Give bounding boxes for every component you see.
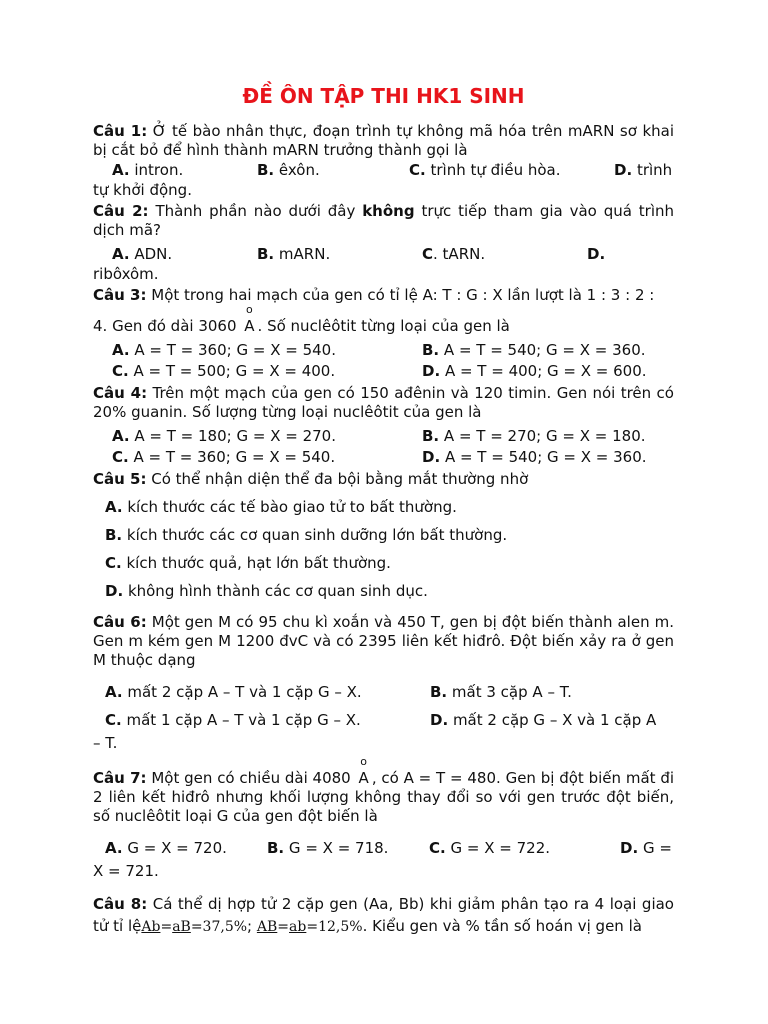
question-7 (93, 755, 675, 826)
question-4 (93, 384, 674, 422)
option-c: C. A = T = 360; G = X = 540. (112, 448, 336, 466)
option-wrap: tự khởi động. (93, 181, 192, 199)
question-label: Câu 5: (93, 470, 147, 488)
question-2 (93, 202, 674, 240)
question-text: Trên một mạch của gen có 150 ađênin và 120 timin. Gen nói trên có 20% guanin. Số lượng từng loại nuclêôtit của gen là (93, 384, 674, 421)
question-label: Câu 3: (93, 286, 147, 304)
option-d: D. trình (614, 161, 673, 179)
options-row (93, 447, 674, 468)
option-a: A. kích thước các tế bào giao tử to bất thường. (105, 498, 457, 516)
question-label: Câu 7: (93, 769, 147, 787)
option-b: B. mất 3 cặp A – T. (430, 683, 572, 701)
option-b: B. mARN. (257, 245, 331, 263)
question-text: , có A = T = 480. Gen bị đột biến mất đi 2 liên kết hiđrô nhưng khối lượng không thay đổi so với gen trước đột biến, số nuclêôtit loại G của gen đột biến là (93, 769, 675, 825)
option-d: D. mất 2 cặp G – X và 1 cặp A (430, 711, 657, 729)
question-1 (93, 122, 674, 160)
option-d: D. A = T = 540; G = X = 360. (422, 448, 647, 466)
question-text: Một gen M có 95 chu kì xoắn và 450 T, gen bị đột biến thành alen m. Gen m kém gen M 1200 đvC và có 2395 liên kết hiđrô. Đột biến xảy ra ở gen M thuộc dạng (93, 613, 674, 669)
question-emphasis: không (362, 202, 415, 220)
ratio-formula-2: AB=ab=12,5% (256, 919, 363, 935)
option-wrap: ribôxôm. (93, 265, 159, 283)
option-a: A. intron. (112, 161, 184, 179)
question-text: Một trong hai mạch của gen có tỉ lệ A: T : G : X lần lượt là 1 : 3 : 2 : (151, 286, 655, 304)
options-row (93, 426, 674, 447)
option-a: A. ADN. (112, 245, 173, 263)
options-row (93, 361, 674, 382)
option-c: C. G = X = 722. (429, 839, 551, 857)
question-text: Một gen có chiều dài 4080 (151, 769, 351, 787)
question-3 (93, 286, 674, 305)
options-row (93, 160, 674, 181)
option-a: A. mất 2 cặp A – T và 1 cặp G – X. (105, 683, 362, 701)
question-label: Câu 4: (93, 384, 148, 402)
option-d: D. A = T = 400; G = X = 600. (422, 362, 647, 380)
question-5 (93, 470, 674, 489)
option-b: B. êxôn. (257, 161, 320, 179)
question-label: Câu 2: (93, 202, 149, 220)
option-d: D. (587, 245, 606, 263)
option-a: A. A = T = 360; G = X = 540. (112, 341, 336, 359)
options-row (93, 340, 674, 361)
option-b: B. G = X = 718. (267, 839, 389, 857)
question-text: trực tiếp tham gia vào quá trình dịch mã? (93, 202, 675, 239)
question-text: Thành phần nào dưới đây (155, 202, 356, 220)
options-row (93, 678, 674, 706)
option-c: C. trình tự điều hòa. (409, 161, 561, 179)
question-8: Câu 8: Cá thể dị hợp tử 2 cặp gen (Aa, Bb) khi giảm phân tạo ra 4 loại giao tử tỉ lệAb=aB=37,5%; AB=ab=12,5%. Kiểu gen và % tần số hoán vị gen là (93, 895, 674, 935)
page-title: ĐỀ ÔN TẬP THI HK1 SINH (242, 84, 525, 108)
options-row (93, 834, 674, 862)
option-d: D. không hình thành các cơ quan sinh dục. (105, 582, 428, 600)
question-label: Câu 8: (93, 895, 148, 913)
question-label: Câu 1: (93, 122, 148, 140)
option-b: B. A = T = 540; G = X = 360. (422, 341, 646, 359)
option-c: C. tARN. (422, 245, 486, 263)
question-text: . Kiểu gen và % tần số hoán vị gen là (362, 917, 642, 935)
options-row (93, 244, 674, 265)
question-label: Câu 6: (93, 613, 147, 631)
question-6 (93, 613, 674, 670)
question-text: Có thể nhận diện thể đa bội bằng mắt thường nhờ (151, 470, 529, 488)
option-a: A. G = X = 720. (105, 839, 227, 857)
angstrom-symbol: o A (358, 755, 369, 787)
option-d: D. G = (620, 839, 672, 857)
option-wrap: – T. (93, 734, 118, 752)
option-b: B. A = T = 270; G = X = 180. (422, 427, 646, 445)
ratio-formula-1: Ab=aB=37,5% (141, 919, 248, 935)
question-3-cont: 4. Gen đó dài 3060 o A . Số nuclêôtit từng loại của gen là (93, 303, 510, 335)
option-c: C. mất 1 cặp A – T và 1 cặp G – X. (105, 711, 361, 729)
angstrom-symbol: o A (244, 303, 255, 335)
option-c: C. A = T = 500; G = X = 400. (112, 362, 336, 380)
options-row (93, 706, 674, 734)
question-text: Ở tế bào nhân thực, đoạn trình tự không mã hóa trên mARN sơ khai bị cắt bỏ để hình thành mARN trưởng thành gọi là (93, 122, 675, 159)
option-c: C. kích thước quả, hạt lớn bất thường. (105, 554, 391, 572)
option-a: A. A = T = 180; G = X = 270. (112, 427, 336, 445)
option-wrap: X = 721. (93, 862, 159, 880)
option-b: B. kích thước các cơ quan sinh dưỡng lớn bất thường. (105, 526, 508, 544)
question-text: Cá thể dị hợp tử 2 cặp gen (Aa, Bb) khi giảm phân tạo ra 4 loại giao tử tỉ lệ (93, 895, 674, 935)
